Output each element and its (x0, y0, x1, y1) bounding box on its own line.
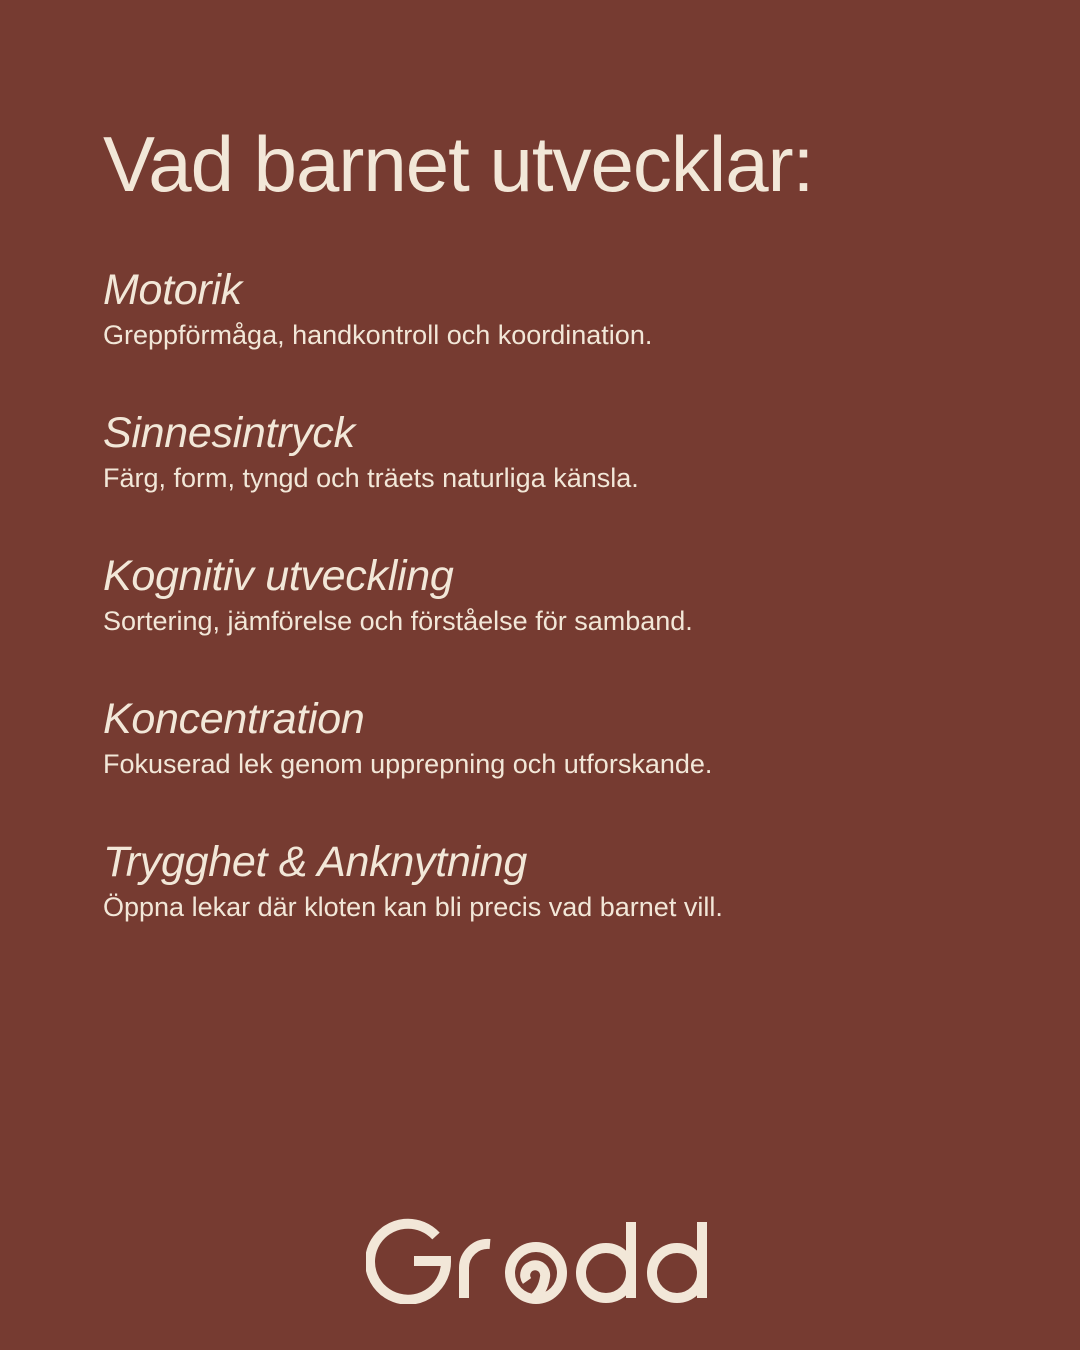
item-title: Motorik (103, 266, 242, 314)
list-item-trygghet-anknytning (103, 834, 1003, 977)
item-description: Färg, form, tyngd och träets naturliga känsla. (103, 463, 639, 493)
list-item-kognitiv-utveckling (103, 548, 1003, 691)
list-item-koncentration (103, 691, 1003, 834)
item-title: Sinnesintryck (103, 409, 355, 457)
item-title: Kognitiv utveckling (103, 552, 454, 600)
item-description: Greppförmåga, handkontroll och koordination. (103, 320, 653, 350)
grodd-logo (366, 1218, 714, 1304)
item-title: Trygghet & Anknytning (103, 838, 527, 886)
item-title: Koncentration (103, 695, 365, 743)
development-list (103, 262, 1003, 977)
list-item-motorik (103, 262, 1003, 405)
item-description: Sortering, jämförelse och förståelse för samband. (103, 606, 693, 636)
list-item-sinnesintryck (103, 405, 1003, 548)
page-title: Vad barnet utvecklar: (103, 120, 814, 208)
item-description: Fokuserad lek genom upprepning och utforskande. (103, 749, 713, 779)
item-description: Öppna lekar där kloten kan bli precis vad barnet vill. (103, 892, 723, 922)
